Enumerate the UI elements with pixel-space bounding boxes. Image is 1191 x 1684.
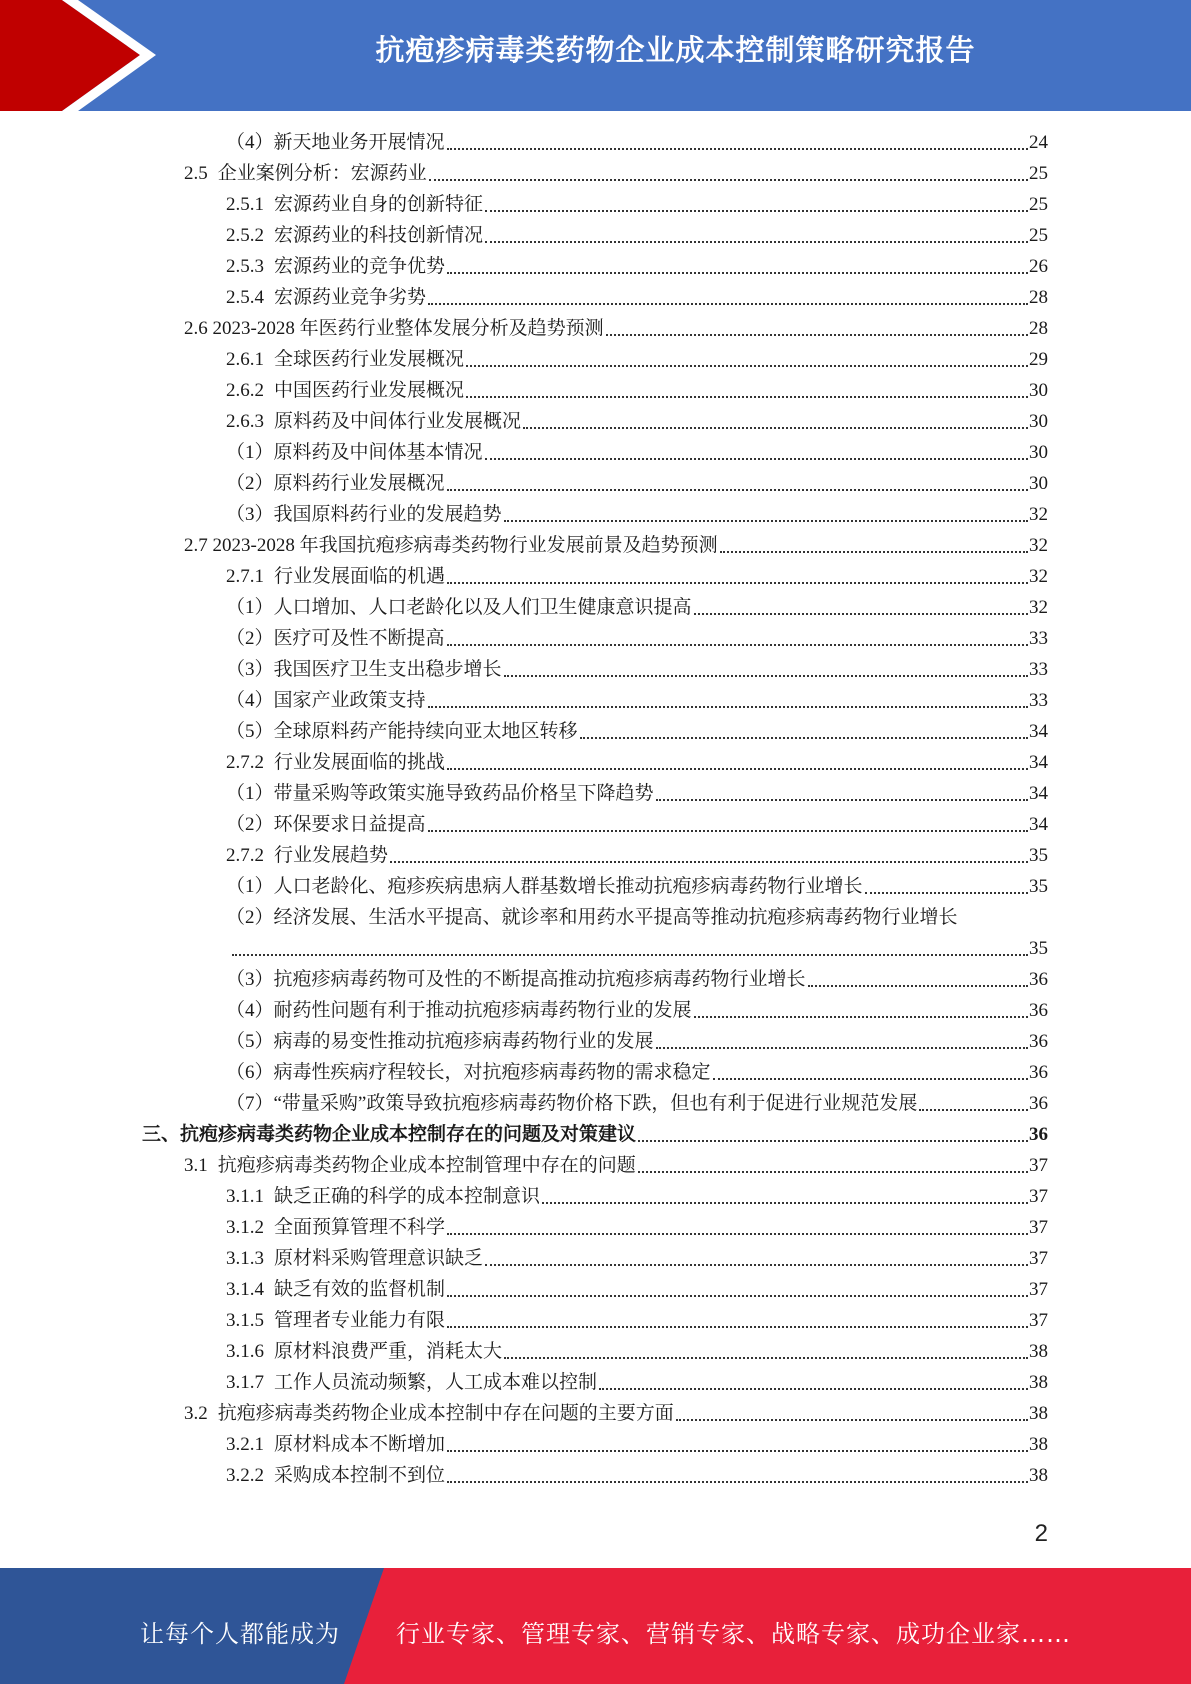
page-number: 2 <box>1034 1520 1048 1547</box>
toc-entry-page: 38 <box>1029 1372 1048 1393</box>
toc-dot-leader <box>466 396 1028 398</box>
toc-entry-page: 25 <box>1029 194 1048 215</box>
toc-dot-leader <box>676 1419 1028 1421</box>
toc-entry-number: 3.1.2 <box>226 1217 264 1238</box>
toc-entry[interactable] <box>226 716 1048 747</box>
toc-entry-title: 行业发展面临的挑战 <box>274 752 446 773</box>
toc-entry-page: 37 <box>1029 1248 1048 1269</box>
toc-entry-title: 宏源药业竞争劣势 <box>274 287 427 308</box>
toc-entry[interactable] <box>226 747 1048 778</box>
toc-entry-title: 宏源药业的竞争优势 <box>274 256 446 277</box>
header-arrow-decoration <box>0 0 180 111</box>
toc-entry-page: 32 <box>1029 566 1048 587</box>
toc-dot-leader <box>606 334 1028 336</box>
toc-entry-title: （3）抗疱疹病毒药物可及性的不断提高推动抗疱疹病毒药物行业增长 <box>226 969 806 990</box>
toc-dot-leader <box>447 768 1028 770</box>
toc-entry-page: 37 <box>1029 1279 1048 1300</box>
toc-entry[interactable] <box>184 1150 1048 1181</box>
toc-entry-page: 29 <box>1029 349 1048 370</box>
toc-entry-title: 原料药及中间体行业发展概况 <box>274 411 522 432</box>
toc-entry-title: 全球医药行业发展概况 <box>274 349 465 370</box>
toc-entry-number: 2.6.2 <box>226 380 264 401</box>
toc-dot-leader <box>447 1450 1028 1452</box>
toc-dot-leader <box>447 1233 1028 1235</box>
toc-dot-leader <box>919 1109 1028 1111</box>
toc-entry-page: 26 <box>1029 256 1048 277</box>
toc-entry-title: 缺乏有效的监督机制 <box>274 1279 446 1300</box>
toc-entry-number: 3.1.1 <box>226 1186 264 1207</box>
toc-dot-leader <box>656 1047 1028 1049</box>
toc-entry-page: 28 <box>1029 318 1048 339</box>
toc-entry[interactable] <box>226 127 1048 158</box>
toc-entry-page: 37 <box>1029 1155 1048 1176</box>
toc-entry[interactable] <box>226 1057 1048 1088</box>
toc-dot-leader <box>713 1078 1028 1080</box>
toc-entry-number: 3.1.3 <box>226 1248 264 1269</box>
toc-entry-page: 30 <box>1029 473 1048 494</box>
toc-entry-number: 2.5 <box>184 163 208 184</box>
toc-entry-number: 3.2.1 <box>226 1434 264 1455</box>
toc-dot-leader <box>485 1264 1028 1266</box>
toc-entry[interactable] <box>226 840 1048 871</box>
toc-dot-leader <box>865 892 1028 894</box>
toc-entry-page: 34 <box>1029 721 1048 742</box>
toc-entry-title: 原材料成本不断增加 <box>274 1434 446 1455</box>
toc-entry-page: 30 <box>1029 380 1048 401</box>
toc-dot-leader <box>447 148 1028 150</box>
toc-entry[interactable] <box>226 406 1048 437</box>
toc-dot-leader <box>542 1202 1028 1204</box>
toc-entry[interactable] <box>184 158 1048 189</box>
toc-entry-page: 38 <box>1029 1465 1048 1486</box>
toc-entry-title: （3）我国医疗卫生支出稳步增长 <box>226 659 502 680</box>
toc-entry[interactable] <box>226 623 1048 654</box>
toc-entry-page: 34 <box>1029 752 1048 773</box>
toc-entry[interactable] <box>226 871 1048 902</box>
toc-entry-number: 2.5.2 <box>226 225 264 246</box>
toc-entry-title: （7）“带量采购”政策导致抗疱疹病毒药物价格下跌，但也有利于促进行业规范发展 <box>226 1093 918 1114</box>
toc-entry[interactable] <box>184 530 1048 561</box>
toc-entry-page: 38 <box>1029 1434 1048 1455</box>
toc-entry-page: 32 <box>1029 535 1048 556</box>
toc-entry-title: （5）全球原料药产能持续向亚太地区转移 <box>226 721 578 742</box>
toc-dot-leader <box>447 1326 1028 1328</box>
toc-dot-leader <box>447 489 1028 491</box>
toc-dot-leader <box>504 1357 1028 1359</box>
toc-entry[interactable] <box>226 1212 1048 1243</box>
toc-entry-number: 3.2 <box>184 1403 208 1424</box>
toc-entry[interactable] <box>226 220 1048 251</box>
toc-entry-title: （2）环保要求日益提高 <box>226 814 426 835</box>
toc-dot-leader <box>447 644 1028 646</box>
toc-entry-page: 36 <box>1029 1093 1048 1114</box>
toc-dot-leader <box>447 1295 1028 1297</box>
toc-entry-page: 37 <box>1029 1310 1048 1331</box>
toc-entry[interactable] <box>226 1305 1048 1336</box>
toc-entry[interactable] <box>226 1181 1048 1212</box>
toc-entry-title: 原材料采购管理意识缺乏 <box>274 1248 484 1269</box>
toc-dot-leader <box>580 737 1028 739</box>
toc-entry-page: 34 <box>1029 783 1048 804</box>
toc-dot-leader <box>428 830 1028 832</box>
toc-entry[interactable] <box>226 561 1048 592</box>
toc-entry-title: （2）原料药行业发展概况 <box>226 473 445 494</box>
toc-entry-page: 24 <box>1029 132 1048 153</box>
toc-entry-number: 2.7.2 <box>226 845 264 866</box>
toc-dot-leader <box>447 1481 1028 1483</box>
toc-entry[interactable] <box>226 685 1048 716</box>
toc-entry-number: 3.1.4 <box>226 1279 264 1300</box>
toc-entry-title: （4）新天地业务开展情况 <box>226 132 445 153</box>
toc-entry-number: 2.6.1 <box>226 349 264 370</box>
toc-entry-number: 2.7.1 <box>226 566 264 587</box>
page-header <box>0 0 1191 111</box>
toc-entry[interactable] <box>226 995 1048 1026</box>
toc-entry-page: 36 <box>1029 1124 1048 1145</box>
toc-entry-page: 35 <box>1029 876 1048 897</box>
toc-entry-title: 工作人员流动频繁，人工成本难以控制 <box>274 1372 598 1393</box>
toc-entry-title: 2.6 2023-2028 年医药行业整体发展分析及趋势预测 <box>184 318 604 339</box>
toc-entry-title: 中国医药行业发展概况 <box>274 380 465 401</box>
toc-entry-title: 三、抗疱疹病毒类药物企业成本控制存在的问题及对策建议 <box>142 1124 637 1145</box>
toc-entry-title: 管理者专业能力有限 <box>274 1310 446 1331</box>
toc-dot-leader <box>232 954 1028 956</box>
toc-entry-number: 2.6.3 <box>226 411 264 432</box>
toc-entry-number: 3.2.2 <box>226 1465 264 1486</box>
toc-entry[interactable] <box>226 251 1048 282</box>
toc-entry-title: 2.7 2023-2028 年我国抗疱疹病毒类药物行业发展前景及趋势预测 <box>184 535 718 556</box>
toc-entry-title: 宏源药业自身的创新特征 <box>274 194 484 215</box>
toc-entry[interactable] <box>226 1367 1048 1398</box>
toc-entry-page: 36 <box>1029 1000 1048 1021</box>
toc-entry[interactable] <box>226 1026 1048 1057</box>
toc-entry-title: 抗疱疹病毒类药物企业成本控制中存在问题的主要方面 <box>217 1403 674 1424</box>
toc-entry[interactable] <box>142 1119 1048 1150</box>
toc-entry[interactable] <box>226 964 1048 995</box>
toc-entry[interactable] <box>226 1274 1048 1305</box>
toc-entry-page: 30 <box>1029 411 1048 432</box>
toc-entry-page: 33 <box>1029 690 1048 711</box>
toc-entry-page: 32 <box>1029 504 1048 525</box>
toc-entry-title: （1）原料药及中间体基本情况 <box>226 442 483 463</box>
toc-entry-page: 35 <box>1029 845 1048 866</box>
toc-dot-leader <box>720 551 1028 553</box>
toc-entry[interactable] <box>226 1088 1048 1119</box>
toc-entry[interactable] <box>226 902 1048 933</box>
toc-dot-leader <box>523 427 1028 429</box>
footer-slogan-left: 让每个人都能成为 <box>140 1620 340 1648</box>
toc-entry[interactable] <box>226 1336 1048 1367</box>
toc-dot-leader <box>390 861 1028 863</box>
toc-dot-leader <box>694 1016 1028 1018</box>
toc-entry-title: 原材料浪费严重，消耗太大 <box>274 1341 503 1362</box>
toc-dot-leader <box>447 272 1028 274</box>
toc-entry[interactable] <box>226 375 1048 406</box>
toc-entry-title: （1）带量采购等政策实施导致药品价格呈下降趋势 <box>226 783 654 804</box>
toc-dot-leader <box>428 303 1028 305</box>
toc-dot-leader <box>638 1171 1028 1173</box>
toc-dot-leader <box>638 1140 1028 1142</box>
toc-entry[interactable] <box>226 1460 1048 1491</box>
toc-entry-title: （2）医疗可及性不断提高 <box>226 628 445 649</box>
toc-entry[interactable] <box>226 654 1048 685</box>
toc-entry-page: 37 <box>1029 1217 1048 1238</box>
toc-entry-page: 38 <box>1029 1403 1048 1424</box>
toc-entry[interactable] <box>226 809 1048 840</box>
toc-entry-page: 37 <box>1029 1186 1048 1207</box>
toc-entry-page: 25 <box>1029 163 1048 184</box>
toc-entry-title: 行业发展趋势 <box>274 845 389 866</box>
toc-entry-page: 33 <box>1029 659 1048 680</box>
toc-entry-title: 行业发展面临的机遇 <box>274 566 446 587</box>
toc-entry[interactable] <box>226 282 1048 313</box>
toc-dot-leader <box>656 799 1028 801</box>
toc-entry-number: 3.1.7 <box>226 1372 264 1393</box>
toc-entry[interactable] <box>226 468 1048 499</box>
toc-entry[interactable] <box>230 933 1048 964</box>
toc-dot-leader <box>485 458 1028 460</box>
toc-entry-page: 35 <box>1029 938 1048 959</box>
toc-dot-leader <box>429 179 1028 181</box>
toc-entry-title: （1）人口增加、人口老龄化以及人们卫生健康意识提高 <box>226 597 692 618</box>
toc-entry-number: 3.1.6 <box>226 1341 264 1362</box>
report-title: 抗疱疹病毒类药物企业成本控制策略研究报告 <box>375 33 976 67</box>
toc-entry[interactable] <box>226 1243 1048 1274</box>
toc-dot-leader <box>485 241 1028 243</box>
footer-slogan-right: 行业专家、管理专家、营销专家、战略专家、成功企业家…… <box>396 1620 1071 1648</box>
toc-entry-title: （2）经济发展、生活水平提高、就诊率和用药水平提高等推动抗疱疹病毒药物行业增长 <box>226 907 958 928</box>
toc-entry-page: 34 <box>1029 814 1048 835</box>
toc-entry[interactable] <box>226 499 1048 530</box>
toc-dot-leader <box>808 985 1028 987</box>
toc-entry-title: 采购成本控制不到位 <box>274 1465 446 1486</box>
toc-entry[interactable] <box>226 189 1048 220</box>
toc-entry[interactable] <box>226 778 1048 809</box>
toc-entry-number: 3.1 <box>184 1155 208 1176</box>
toc-entry-title: （5）病毒的易变性推动抗疱疹病毒药物行业的发展 <box>226 1031 654 1052</box>
toc-entry-number: 2.5.3 <box>226 256 264 277</box>
toc-entry-page: 30 <box>1029 442 1048 463</box>
toc-entry-title: （3）我国原料药行业的发展趋势 <box>226 504 502 525</box>
toc-entry[interactable] <box>226 592 1048 623</box>
toc-entry-title: 企业案例分析：宏源药业 <box>217 163 427 184</box>
toc-entry-title: 全面预算管理不科学 <box>274 1217 446 1238</box>
toc-entry-page: 33 <box>1029 628 1048 649</box>
toc-entry-page: 36 <box>1029 1062 1048 1083</box>
toc-dot-leader <box>504 675 1028 677</box>
toc-entry-title: 缺乏正确的科学的成本控制意识 <box>274 1186 541 1207</box>
toc-entry-title: （4）国家产业政策支持 <box>226 690 426 711</box>
toc-dot-leader <box>599 1388 1028 1390</box>
toc-entry-number: 2.7.2 <box>226 752 264 773</box>
toc-entry-page: 36 <box>1029 969 1048 990</box>
toc-entry-title: （4）耐药性问题有利于推动抗疱疹病毒药物行业的发展 <box>226 1000 692 1021</box>
toc-entry-number: 2.5.4 <box>226 287 264 308</box>
toc-entry-title: （6）病毒性疾病疗程较长，对抗疱疹病毒药物的需求稳定 <box>226 1062 711 1083</box>
toc-entry[interactable] <box>184 1398 1048 1429</box>
toc-entry-page: 25 <box>1029 225 1048 246</box>
toc-dot-leader <box>485 210 1028 212</box>
toc-entry-page: 32 <box>1029 597 1048 618</box>
toc-dot-leader <box>504 520 1028 522</box>
toc-entry-number: 2.5.1 <box>226 194 264 215</box>
toc-entry-number: 3.1.5 <box>226 1310 264 1331</box>
toc-entry-page: 38 <box>1029 1341 1048 1362</box>
toc-dot-leader <box>694 613 1028 615</box>
toc-entry[interactable] <box>226 344 1048 375</box>
toc-entry[interactable] <box>184 313 1048 344</box>
page-footer <box>0 1568 1191 1684</box>
toc-entry[interactable] <box>226 437 1048 468</box>
toc-entry-page: 28 <box>1029 287 1048 308</box>
toc-entry-title: 宏源药业的科技创新情况 <box>274 225 484 246</box>
toc-dot-leader <box>447 582 1028 584</box>
toc-dot-leader <box>466 365 1028 367</box>
toc-dot-leader <box>428 706 1028 708</box>
toc-entry-title: （1）人口老龄化、疱疹疾病患病人群基数增长推动抗疱疹病毒药物行业增长 <box>226 876 863 897</box>
toc-entry-title: 抗疱疹病毒类药物企业成本控制管理中存在的问题 <box>217 1155 636 1176</box>
toc-entry[interactable] <box>226 1429 1048 1460</box>
toc-entry-page: 36 <box>1029 1031 1048 1052</box>
